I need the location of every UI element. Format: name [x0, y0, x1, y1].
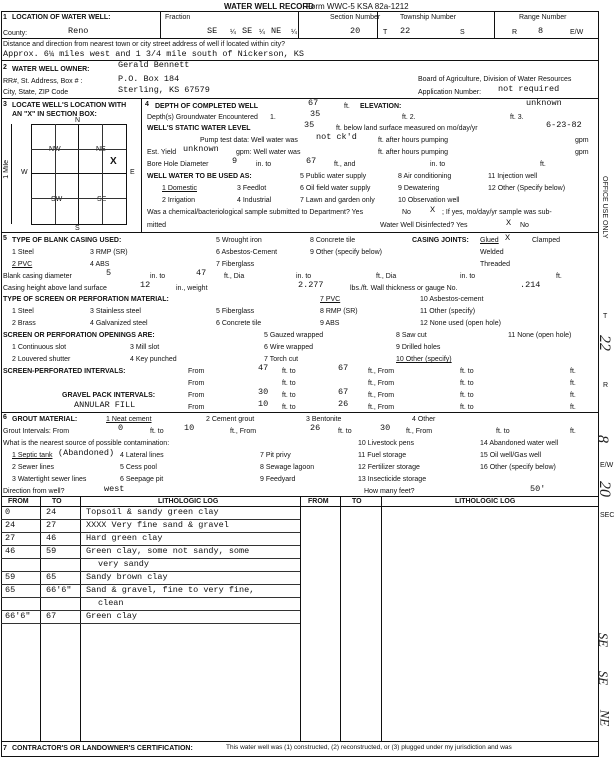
quarter-3: ¼: [291, 29, 297, 36]
log-row-desc[interactable]: very sandy: [98, 559, 150, 569]
height-value[interactable]: 12: [140, 280, 151, 290]
margin-ew: E/W: [600, 462, 614, 469]
screen-galvanized[interactable]: 4 Galvanized steel: [90, 320, 148, 327]
disinfected-x[interactable]: X: [506, 218, 512, 228]
fraction-label: Fraction: [165, 14, 191, 21]
screen-abs[interactable]: 9 ABS: [320, 320, 340, 327]
pump-gpm: gpm: [575, 137, 589, 144]
log-row-desc[interactable]: Hard green clay: [86, 533, 163, 543]
grout-other[interactable]: 4 Other: [412, 416, 436, 423]
static-rest: ft. below land surface measured on mo/day/yr: [336, 125, 478, 132]
dia-label: Blank casing diameter: [3, 273, 72, 280]
log-row-rule: [1, 623, 300, 624]
casing-rmp[interactable]: 3 RMP (SR): [90, 249, 128, 256]
owner-value[interactable]: Gerald Bennett: [118, 60, 190, 70]
gw3-num: ft. 3.: [510, 114, 524, 121]
log-row-from[interactable]: 59: [5, 572, 16, 582]
sp-to[interactable]: 67: [338, 363, 349, 373]
log-row-desc[interactable]: Topsoil & sandy green clay: [86, 507, 219, 517]
screen-stainless[interactable]: 3 Stainless steel: [90, 308, 141, 315]
use-industrial[interactable]: 4 Industrial: [237, 197, 272, 204]
margin-range: 8: [594, 435, 611, 443]
elevation-value[interactable]: unknown: [526, 98, 562, 108]
groundwater-label: Depth(s) Groundwater Encountered: [147, 114, 258, 121]
city-value[interactable]: Sterling, KS 67579: [118, 85, 210, 95]
form-title: WATER WELL RECORD: [224, 2, 314, 11]
joints-clamped[interactable]: Clamped: [532, 237, 561, 244]
use-lawn[interactable]: 7 Lawn and garden only: [300, 197, 375, 204]
contam-fertilizer[interactable]: 12 Fertilizer storage: [358, 464, 420, 471]
gw2-num: ft. 2.: [402, 114, 416, 121]
screen-brass[interactable]: 2 Brass: [12, 320, 36, 327]
gp1-end-lbl: ft.: [570, 392, 576, 399]
contam-livestock[interactable]: 10 Livestock pens: [358, 440, 415, 447]
chem-rest: ; If yes, mo/day/yr sample was sub-: [442, 209, 552, 216]
yield-after: ft. after hours pumping: [378, 149, 449, 156]
fraction-1[interactable]: SE: [207, 26, 218, 36]
ksa-number: KSA 82a-1212: [357, 2, 409, 11]
contam-insecticide[interactable]: 13 Insecticide storage: [358, 476, 427, 483]
quarter-2: ¼: [259, 29, 265, 36]
use-public[interactable]: 5 Public water supply: [300, 173, 367, 180]
log-lith-header-2: LITHOLOGIC LOG: [455, 498, 516, 505]
use-domestic[interactable]: 1 Domestic: [162, 185, 198, 192]
log-row-desc[interactable]: Sand & gravel, fine to very fine,: [86, 585, 255, 595]
use-feedlot[interactable]: 3 Feedlot: [237, 185, 267, 192]
sp-to2-lbl: ft. to: [460, 368, 474, 375]
joints-welded[interactable]: Welded: [480, 249, 504, 256]
gravel-label: GRAVEL PACK INTERVALS:: [62, 392, 156, 399]
sp-from2-lbl: ft., From: [368, 368, 395, 375]
sp2-to-lbl: ft. to: [282, 380, 296, 387]
contam-pit[interactable]: 7 Pit privy: [260, 452, 291, 459]
sp2-from2-lbl: ft., From: [368, 380, 395, 387]
contam-watertight[interactable]: 3 Watertight sewer lines: [12, 476, 87, 483]
gravel-type[interactable]: ANNULAR FILL: [74, 400, 136, 410]
static-label: WELL'S STATIC WATER LEVEL: [147, 125, 251, 132]
gp1-from2-lbl: ft., From: [368, 392, 395, 399]
use-dewatering[interactable]: 9 Dewatering: [398, 185, 440, 192]
application-label: Application Number:: [418, 89, 482, 96]
contam-fuel[interactable]: 11 Fuel storage: [358, 452, 407, 459]
use-air[interactable]: 8 Air conditioning: [398, 173, 452, 180]
chem-x[interactable]: X: [430, 205, 436, 215]
distance-value[interactable]: Approx. 6¼ miles west and 1 3/4 mile south of Nickerson, KS: [3, 49, 304, 59]
direction-value[interactable]: west: [104, 484, 125, 494]
grout-from2[interactable]: 26: [310, 423, 321, 433]
static-value[interactable]: 35: [304, 120, 315, 130]
yield-value[interactable]: unknown: [183, 144, 219, 154]
section-1-number: 1: [3, 14, 7, 21]
address-value[interactable]: P.O. Box 184: [118, 74, 180, 84]
margin-t: T: [603, 313, 608, 320]
use-irrigation[interactable]: 2 Irrigation: [162, 197, 196, 204]
gp2-to2-lbl: ft. to: [460, 404, 474, 411]
elevation-label: ELEVATION:: [360, 103, 402, 110]
dia-rest: ft., Dia: [224, 273, 245, 280]
weight-value[interactable]: 2.277: [298, 280, 324, 290]
joints-x[interactable]: X: [505, 233, 511, 243]
gp2-end-lbl: ft.: [570, 404, 576, 411]
margin-q2: SE: [596, 670, 612, 686]
township-number[interactable]: 22: [400, 26, 411, 36]
gw1-num: 1.: [270, 114, 276, 121]
log-row-from[interactable]: 27: [5, 533, 16, 543]
bore-to: in. to: [256, 161, 272, 168]
contam-abandoned-note[interactable]: (Abandoned): [58, 448, 115, 458]
log-row-from[interactable]: 66'6": [5, 611, 31, 621]
west-label: W: [21, 169, 28, 176]
bore-and: ft., and: [334, 161, 356, 168]
contam-sewer[interactable]: 2 Sewer lines: [12, 464, 55, 471]
owner-label: WATER WELL OWNER:: [12, 66, 90, 73]
open-louvered[interactable]: 2 Louvered shutter: [12, 356, 71, 363]
open-key[interactable]: 4 Key punched: [130, 356, 177, 363]
open-continuous[interactable]: 1 Continuous slot: [12, 344, 67, 351]
log-row-to[interactable]: 66'6": [46, 585, 72, 595]
casing-other[interactable]: 9 Other (specify below): [310, 249, 382, 256]
yield-label: Est. Yield: [147, 149, 177, 156]
gp1-to[interactable]: 67: [338, 387, 349, 397]
fraction-2[interactable]: SE: [242, 26, 253, 36]
address-label: RR#, St. Address, Box # :: [3, 78, 83, 85]
range-label: Range Number: [519, 14, 567, 21]
grout-to-lbl: ft. to: [150, 428, 164, 435]
range-prefix: R: [512, 29, 518, 36]
grout-to2[interactable]: 30: [380, 423, 391, 433]
gp2-from[interactable]: 10: [258, 399, 269, 409]
section-6-number: 6: [3, 414, 7, 421]
range-dir: E/W: [570, 29, 584, 36]
grout-bentonite[interactable]: 3 Bentonite: [306, 416, 342, 423]
open-gauzed[interactable]: 5 Gauzed wrapped: [264, 332, 324, 339]
gp2-from-lbl: From: [188, 404, 205, 411]
contam-abandoned[interactable]: 14 Abandoned water well: [480, 440, 559, 447]
open-drilled[interactable]: 9 Drilled holes: [396, 344, 441, 351]
sp-to-lbl: ft. to: [282, 368, 296, 375]
dia-ft-2: ft., Dia: [376, 273, 397, 280]
sp2-to2-lbl: ft. to: [460, 380, 474, 387]
quarter-1: ¼: [230, 29, 236, 36]
form-number: Form WWC-5: [306, 2, 355, 11]
depth-value[interactable]: 67: [308, 98, 319, 108]
sp-from-lbl: From: [188, 368, 205, 375]
screen-label: TYPE OF SCREEN OR PERFORATION MATERIAL:: [3, 296, 169, 303]
open-other[interactable]: 10 Other (specify): [396, 356, 452, 363]
casing-abs[interactable]: 4 ABS: [90, 261, 110, 268]
casing-wrought[interactable]: 5 Wrought iron: [216, 237, 262, 244]
gp2-to[interactable]: 26: [338, 399, 349, 409]
bore-value[interactable]: 9: [232, 156, 238, 166]
log-row-to[interactable]: 46: [46, 533, 57, 543]
log-to-header-2: TO: [352, 498, 362, 505]
howmany-label: How many feet?: [364, 488, 415, 495]
use-injection[interactable]: 11 Injection well: [488, 173, 538, 180]
log-row-desc[interactable]: Green clay, some not sandy, some: [86, 546, 250, 556]
openings-label: SCREEN OR PERFORATION OPENINGS ARE:: [3, 332, 155, 339]
dia-to-2: in. to: [296, 273, 312, 280]
chem-no: No: [402, 209, 411, 216]
log-row-desc[interactable]: Sandy brown clay: [86, 572, 168, 582]
section-5-number: 5: [3, 235, 7, 242]
contam-septic[interactable]: 1 Septic tank: [12, 452, 53, 459]
south-label: S: [75, 225, 80, 232]
direction-label: Direction from well?: [3, 488, 65, 495]
location-mark[interactable]: X: [110, 156, 117, 167]
contam-lateral[interactable]: 4 Lateral lines: [120, 452, 164, 459]
open-mill[interactable]: 3 Mill slot: [130, 344, 160, 351]
log-row-to[interactable]: 24: [46, 507, 57, 517]
disinfected-label: Water Well Disinfected? Yes: [380, 222, 468, 229]
log-row-desc[interactable]: clean: [98, 598, 124, 608]
open-wire[interactable]: 6 Wire wrapped: [264, 344, 314, 351]
margin-section: 20: [596, 481, 613, 497]
casing-concrete[interactable]: 8 Concrete tile: [310, 237, 356, 244]
sw-label: SW: [51, 196, 63, 203]
log-row-to[interactable]: 27: [46, 520, 57, 530]
screen-steel[interactable]: 1 Steel: [12, 308, 34, 315]
cert-text: This water well was (1) constructed, (2) reconstructed, or (3) plugged under my jurisdiction and was: [226, 744, 512, 751]
contam-oilwell[interactable]: 15 Oil well/Gas well: [480, 452, 542, 459]
log-row-to[interactable]: 59: [46, 546, 57, 556]
log-row-from[interactable]: 24: [5, 520, 16, 530]
gp1-to2-lbl: ft. to: [460, 392, 474, 399]
margin-sec: SEC: [600, 512, 614, 519]
section-number[interactable]: 20: [350, 26, 361, 36]
log-from-header: FROM: [8, 498, 29, 505]
fraction-3[interactable]: NE: [271, 26, 282, 36]
screen-concrete[interactable]: 6 Concrete tile: [216, 320, 262, 327]
township-prefix: T: [383, 29, 388, 36]
screen-other[interactable]: 11 Other (specify): [420, 308, 476, 315]
grout-from[interactable]: 0: [118, 423, 124, 433]
use-other[interactable]: 12 Other (Specify below): [488, 185, 566, 192]
log-from-header-2: FROM: [308, 498, 329, 505]
use-label: WELL WATER TO BE USED AS:: [147, 173, 252, 180]
log-row-to[interactable]: 65: [46, 572, 57, 582]
bore-in: in. to: [430, 161, 446, 168]
chem-mitted: mitted: [147, 222, 167, 229]
open-torch[interactable]: 7 Torch cut: [264, 356, 299, 363]
grout-from2-lbl: ft., From: [230, 428, 257, 435]
dia-in-3: in. to: [460, 273, 476, 280]
chem-label: Was a chemical/bacteriological sample submitted to Department? Yes: [147, 209, 364, 216]
joints-label: CASING JOINTS:: [412, 237, 469, 244]
nw-label: NW: [49, 146, 61, 153]
location-label: LOCATION OF WATER WELL:: [12, 14, 111, 21]
distance-label: Distance and direction from nearest town or city street address of well if located within city?: [3, 41, 286, 48]
township-dir: S: [460, 29, 465, 36]
grout-to[interactable]: 10: [184, 423, 195, 433]
screen-pvc[interactable]: 7 PVC: [320, 296, 341, 303]
casing-fiberglass[interactable]: 7 Fiberglass: [216, 261, 255, 268]
section-4-number: 4: [145, 101, 149, 108]
grout-end-lbl: ft.: [570, 428, 576, 435]
screen-fiberglass[interactable]: 5 Fiberglass: [216, 308, 255, 315]
casing-label: TYPE OF BLANK CASING USED:: [12, 237, 122, 244]
contam-feedyard[interactable]: 9 Feedyard: [260, 476, 296, 483]
gp1-from-lbl: From: [188, 392, 205, 399]
gp2-to-lbl: ft. to: [282, 404, 296, 411]
margin-q3: NE: [597, 709, 613, 727]
grout-cement[interactable]: 2 Cement grout: [206, 416, 255, 423]
log-row-rule: [1, 597, 300, 598]
casing-asbestos[interactable]: 6 Asbestos-Cement: [216, 249, 278, 256]
wall-label: lbs./ft. Wall thickness or gauge No.: [350, 285, 458, 292]
static-date[interactable]: 6-23-82: [546, 120, 582, 130]
sp-from[interactable]: 47: [258, 363, 269, 373]
screen-none[interactable]: 12 None used (open hole): [420, 320, 501, 327]
section-2-number: 2: [3, 64, 7, 71]
contam-label: What is the nearest source of possible contamination:: [3, 440, 170, 447]
log-to-header: TO: [52, 498, 62, 505]
margin-r: R: [603, 382, 609, 389]
log-row-rule: [1, 558, 300, 559]
sp2-end-lbl: ft.: [570, 380, 576, 387]
casing-pvc[interactable]: 2 PVC: [12, 261, 33, 268]
joints-glued[interactable]: Glued: [480, 237, 499, 244]
intervals-label: SCREEN-PERFORATED INTERVALS:: [3, 368, 126, 375]
use-observation[interactable]: 10 Observation well: [398, 197, 460, 204]
howmany-value[interactable]: 50': [530, 484, 546, 494]
height-label: Casing height above land surface: [3, 285, 107, 292]
casing-steel[interactable]: 1 Steel: [12, 249, 34, 256]
log-row-desc[interactable]: Green clay: [86, 611, 138, 621]
open-none[interactable]: 11 None (open hole): [508, 332, 572, 339]
joints-threaded[interactable]: Threaded: [480, 261, 510, 268]
groundwater-1[interactable]: 35: [310, 109, 321, 119]
cert-label: CONTRACTOR'S OR LANDOWNER'S CERTIFICATION:: [12, 745, 193, 752]
mile-label: 1 Mile: [3, 160, 10, 179]
height-rest: in., weight: [176, 285, 208, 292]
section-7-number: 7: [3, 745, 7, 752]
bore-depth[interactable]: 67: [306, 156, 317, 166]
se-label: SE: [97, 196, 107, 203]
margin-q1: SE: [596, 632, 612, 648]
log-row-from[interactable]: 0: [5, 507, 11, 517]
locate-title-2: AN "X" IN SECTION BOX:: [12, 111, 97, 118]
dia-value[interactable]: 5: [106, 268, 112, 278]
city-label: City, State, ZIP Code: [3, 89, 69, 96]
gp1-from[interactable]: 30: [258, 387, 269, 397]
contam-lagoon[interactable]: 8 Sewage lagoon: [260, 464, 315, 471]
north-label: N: [75, 117, 81, 124]
yield-gpm: gpm: Well water was: [236, 149, 301, 156]
open-sawcut[interactable]: 8 Saw cut: [396, 332, 427, 339]
wall-value[interactable]: .214: [520, 280, 541, 290]
yield-gpm-end: gpm: [575, 149, 589, 156]
contam-seepage[interactable]: 6 Seepage pit: [120, 476, 164, 483]
ne-label: NE: [96, 146, 106, 153]
county-label: County:: [3, 30, 28, 37]
grout-to3-lbl: ft. to: [496, 428, 510, 435]
log-lith-header: LITHOLOGIC LOG: [158, 498, 219, 505]
grout-neat[interactable]: 1 Neat cement: [106, 416, 152, 423]
east-label: E: [130, 169, 135, 176]
bore-label: Bore Hole Diameter: [147, 161, 209, 168]
sp2-from-lbl: From: [188, 380, 205, 387]
dia-depth[interactable]: 47: [196, 268, 207, 278]
section-number-label: Section Number: [330, 14, 381, 21]
margin-township: 22: [596, 335, 613, 351]
log-row-from[interactable]: 65: [5, 585, 16, 595]
depth-label: DEPTH OF COMPLETED WELL: [155, 103, 259, 110]
section-box[interactable]: [31, 124, 127, 225]
contam-cess[interactable]: 5 Cess pool: [120, 464, 157, 471]
log-row-desc[interactable]: XXXX Very fine sand & gravel: [86, 520, 229, 530]
gp1-to-lbl: ft. to: [282, 392, 296, 399]
grout-label: GROUT MATERIAL:: [12, 416, 78, 423]
screen-asbestos[interactable]: 10 Asbestos-cement: [420, 296, 484, 303]
township-label: Township Number: [400, 14, 457, 21]
dia-ft-3: ft.: [556, 273, 562, 280]
grout-int-label: Grout Intervals: From: [3, 428, 70, 435]
screen-rmp[interactable]: 8 RMP (SR): [320, 308, 358, 315]
application-value[interactable]: not required: [498, 84, 560, 94]
locate-title-1: LOCATE WELL'S LOCATION WITH: [12, 102, 127, 109]
depth-ft: ft.: [344, 103, 350, 110]
contam-other[interactable]: 16 Other (specify below): [480, 464, 556, 471]
bore-ft: ft.: [540, 161, 546, 168]
pump-after: ft. after hours pumping: [378, 137, 449, 144]
grout-from3-lbl: ft., From: [406, 428, 433, 435]
pump-label: Pump test data: Well water was: [200, 137, 298, 144]
range-number[interactable]: 8: [538, 26, 544, 36]
section-3-number: 3: [3, 101, 7, 108]
log-row-from[interactable]: 46: [5, 546, 16, 556]
grout-to2-lbl: ft. to: [338, 428, 352, 435]
gp2-from2-lbl: ft., From: [368, 404, 395, 411]
dia-to: in. to: [150, 273, 166, 280]
pump-value[interactable]: not ck'd: [316, 132, 357, 142]
sp-end-lbl: ft.: [570, 368, 576, 375]
county-value[interactable]: Reno: [68, 26, 89, 36]
disinfected-no: No: [520, 222, 529, 229]
use-oilfield[interactable]: 6 Oil field water supply: [300, 185, 371, 192]
board-label: Board of Agriculture, Division of Water Resources: [418, 76, 572, 83]
office-use-label: OFFICE USE ONLY: [601, 176, 608, 239]
log-row-to[interactable]: 67: [46, 611, 57, 621]
